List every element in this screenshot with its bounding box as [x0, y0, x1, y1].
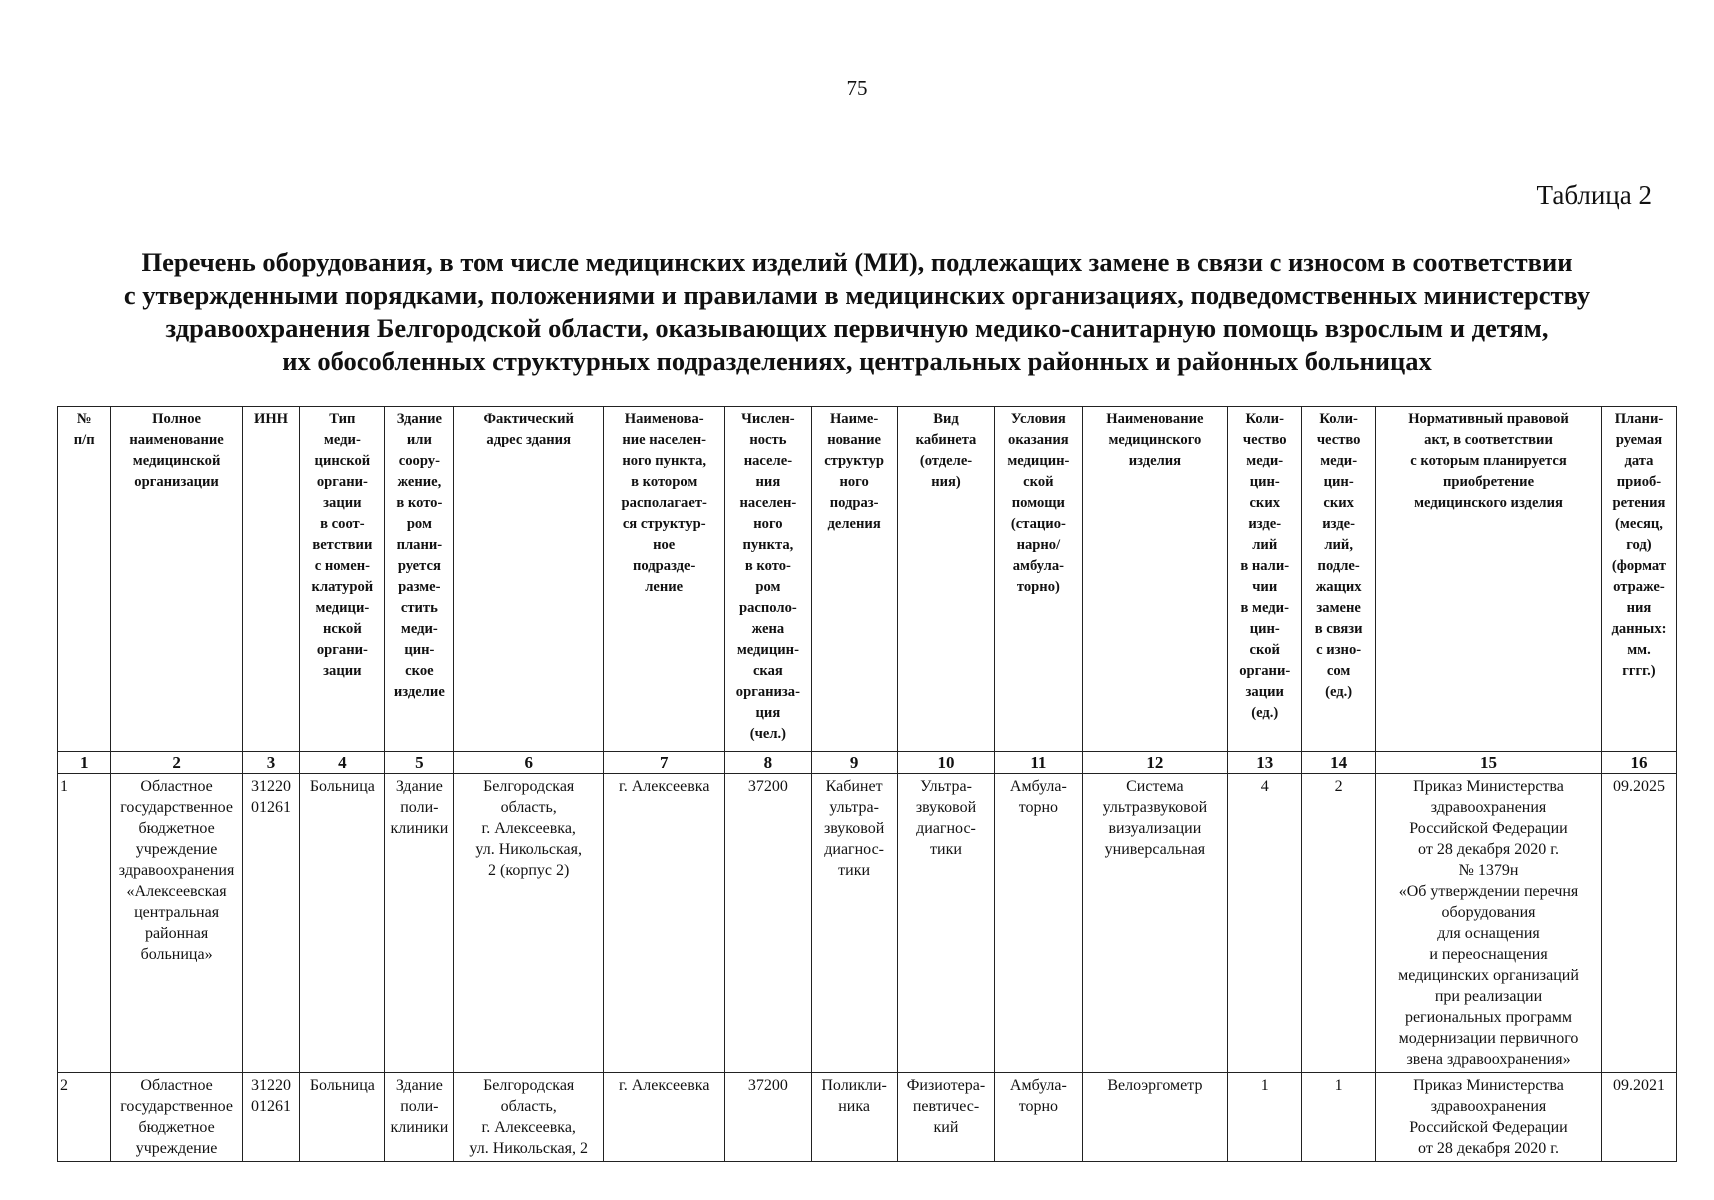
header-cell: Полное наименование медицинской организации — [111, 407, 242, 752]
cell-conditions: Амбула- торно — [995, 1073, 1082, 1162]
cell-num: 1 — [58, 774, 111, 1073]
header-cell: Фактический адрес здания — [454, 407, 604, 752]
cell-type: Больница — [300, 774, 385, 1073]
cell-num: 2 — [58, 1073, 111, 1162]
cell-cabinet: Физиотера- певтичес- кий — [897, 1073, 995, 1162]
column-number-row — [58, 752, 1677, 774]
page-number: 75 — [846, 76, 868, 100]
cell-address: Белгородская область, г. Алексеевка, ул. Никольская, 2 — [454, 1073, 604, 1162]
cell-cabinet: Ультра- звуковой диагнос- тики — [897, 774, 995, 1073]
title-line: с утвержденными порядками, положениями и правилами в медицинских организациях, подведомственных министерству — [123, 280, 1591, 310]
table-row — [58, 774, 1677, 1073]
header-cell: Наименование медицинского изделия — [1082, 407, 1228, 752]
column-number: 10 — [897, 752, 995, 774]
header-cell: Вид кабинета (отделе- ния) — [897, 407, 995, 752]
header-row — [58, 407, 1677, 752]
cell-date: 09.2021 — [1601, 1073, 1676, 1162]
cell-settlement: г. Алексеевка — [604, 774, 725, 1073]
cell-conditions: Амбула- торно — [995, 774, 1082, 1073]
cell-device: Велоэргометр — [1082, 1073, 1228, 1162]
column-number: 6 — [454, 752, 604, 774]
cell-unit: Поликли- ника — [811, 1073, 897, 1162]
column-number: 15 — [1376, 752, 1602, 774]
header-cell: № п/п — [58, 407, 111, 752]
equipment-table — [57, 406, 1677, 1162]
cell-building: Здание поли- клиники — [385, 774, 454, 1073]
cell-type: Больница — [300, 1073, 385, 1162]
cell-qty-available: 1 — [1228, 1073, 1302, 1162]
cell-date: 09.2025 — [1601, 774, 1676, 1073]
column-number: 16 — [1601, 752, 1676, 774]
cell-unit: Кабинет ультра- звуковой диагнос- тики — [811, 774, 897, 1073]
cell-qty-replace: 2 — [1302, 774, 1376, 1073]
column-number: 11 — [995, 752, 1082, 774]
header-cell: Коли- чество меди- цин- ских изде- лий в нали- чии в меди- цин- ской органи- зации (ед.) — [1228, 407, 1302, 752]
cell-population: 37200 — [725, 774, 811, 1073]
cell-device: Система ультразвуковой визуализации универсальная — [1082, 774, 1228, 1073]
cell-settlement: г. Алексеевка — [604, 1073, 725, 1162]
header-cell: Наименова- ние населен- ного пункта, в котором располагает- ся структур- ное подразде- ление — [604, 407, 725, 752]
table-caption: Таблица 2 — [1536, 180, 1652, 210]
cell-legal-act: Приказ Министерства здравоохранения Российской Федерации от 28 декабря 2020 г. — [1376, 1073, 1602, 1162]
cell-qty-replace: 1 — [1302, 1073, 1376, 1162]
cell-org: Областное государственное бюджетное учреждение здравоохранения «Алексеевская центральная районная больница» — [111, 774, 242, 1073]
column-number: 13 — [1228, 752, 1302, 774]
cell-org: Областное государственное бюджетное учреждение — [111, 1073, 242, 1162]
header-cell: Здание или соору- жение, в кото- ром плани- руется разме- стить меди- цин- ское изделие — [385, 407, 454, 752]
header-cell: Плани- руемая дата приоб- ретения (месяц, год) (формат отраже- ния данных: мм. гггг.) — [1601, 407, 1676, 752]
column-number: 7 — [604, 752, 725, 774]
cell-legal-act: Приказ Министерства здравоохранения Российской Федерации от 28 декабря 2020 г. № 1379н «Об утверждении перечня оборудования для оснащения и переоснащения медицинских организаций при реализации региональных программ модернизации первичного звена здравоохранения» — [1376, 774, 1602, 1073]
cell-population: 37200 — [725, 1073, 811, 1162]
cell-inn: 31220 01261 — [242, 774, 299, 1073]
table-row — [58, 1073, 1677, 1162]
header-cell: Тип меди- цинской органи- зации в соот- ветствии с номен- клатурой медици- нской органи- зации — [300, 407, 385, 752]
cell-address: Белгородская область, г. Алексеевка, ул. Никольская, 2 (корпус 2) — [454, 774, 604, 1073]
cell-qty-available: 4 — [1228, 774, 1302, 1073]
column-number: 4 — [300, 752, 385, 774]
title-line: их обособленных структурных подразделениях, центральных районных и районных больницах — [282, 346, 1432, 376]
column-number: 5 — [385, 752, 454, 774]
column-number: 12 — [1082, 752, 1228, 774]
column-number: 9 — [811, 752, 897, 774]
title-line: Перечень оборудования, в том числе медицинских изделий (МИ), подлежащих замене в связи с износом в соответствии — [141, 247, 1573, 277]
column-number: 1 — [58, 752, 111, 774]
header-cell: Нормативный правовой акт, в соответствии с которым планируется приобретение медицинского изделия — [1376, 407, 1602, 752]
header-cell: Наиме- нование структур ного подраз- деления — [811, 407, 897, 752]
header-cell: ИНН — [242, 407, 299, 752]
cell-inn: 31220 01261 — [242, 1073, 299, 1162]
cell-building: Здание поли- клиники — [385, 1073, 454, 1162]
column-number: 2 — [111, 752, 242, 774]
header-cell: Числен- ность населе- ния населен- ного пункта, в кото- ром располо- жена медицин- ская организа- ция (чел.) — [725, 407, 811, 752]
column-number: 3 — [242, 752, 299, 774]
column-number: 14 — [1302, 752, 1376, 774]
title-line: здравоохранения Белгородской области, оказывающих первичную медико-санитарную помощь взрослым и детям, — [165, 313, 1549, 343]
document-title — [40, 246, 1674, 378]
header-cell: Условия оказания медицин- ской помощи (стацио- нарно/ амбула- торно) — [995, 407, 1082, 752]
column-number: 8 — [725, 752, 811, 774]
header-cell: Коли- чество меди- цин- ских изде- лий, подле- жащих замене в связи с изно- сом (ед.) — [1302, 407, 1376, 752]
